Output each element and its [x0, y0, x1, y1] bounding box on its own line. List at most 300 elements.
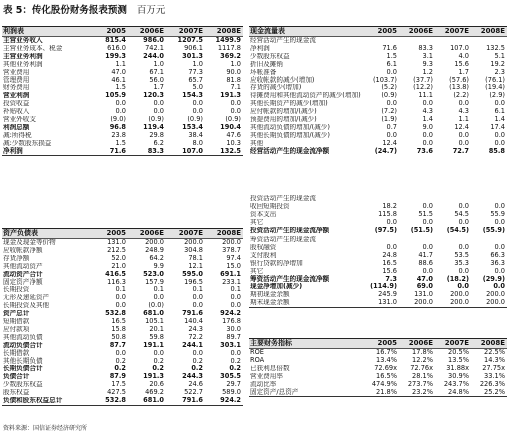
- table-row: [249, 195, 507, 203]
- value-cell: 71.6: [382, 44, 397, 53]
- value-cell: 5.0: [192, 84, 203, 92]
- value-cell: 200.0: [435, 299, 471, 307]
- row-label: 固定资产/总资产: [249, 388, 363, 396]
- value-cell: 681.0: [143, 310, 164, 318]
- value-cell: 56.0: [149, 76, 164, 84]
- source-note: 资料来源：国信证券经济研究所: [3, 425, 88, 432]
- value-cell: 0.0: [494, 131, 505, 139]
- value-cell: 131.0: [107, 238, 126, 247]
- value-cell: 0.0: [153, 100, 164, 108]
- table-row: [249, 53, 507, 61]
- value-cell: 15.8: [111, 325, 126, 333]
- value-cell: 0.0: [422, 100, 433, 108]
- value-cell: 13.4%: [376, 356, 397, 365]
- value-cell: 0.0: [386, 243, 397, 252]
- table-row: [2, 302, 243, 310]
- value-cell: 97.4: [226, 254, 241, 262]
- value-cell: 85.8: [488, 147, 505, 155]
- financing-cash-flow-table: [249, 236, 507, 308]
- row-label: ROE: [250, 348, 264, 357]
- value-cell: 78.1: [188, 254, 203, 262]
- value-cell: 303.1: [220, 341, 241, 349]
- table-row: [2, 92, 243, 100]
- year-header: 2005: [363, 339, 399, 349]
- value-cell: 0.0: [386, 131, 397, 139]
- value-cell: (0.9): [187, 115, 203, 124]
- year-header: 2007E: [166, 229, 205, 239]
- value-cell: 116.3: [107, 278, 126, 286]
- value-cell: 791.6: [166, 397, 205, 405]
- value-cell: 244.3: [182, 373, 203, 381]
- value-cell: 0.2: [191, 365, 203, 373]
- value-cell: 115.8: [378, 210, 397, 218]
- table-row: [2, 124, 243, 132]
- value-cell: 416.5: [105, 270, 126, 278]
- header-row: [249, 27, 507, 37]
- value-cell: 0.0: [115, 294, 126, 302]
- table-row: [249, 388, 507, 396]
- table-row: [2, 389, 243, 397]
- row-label: 流动负债合计: [3, 341, 43, 349]
- value-cell: (19.4): [485, 84, 505, 92]
- value-cell: 1.4: [422, 115, 433, 124]
- value-cell: (7.2): [381, 108, 397, 116]
- row-label: 流动资产合计: [3, 270, 43, 278]
- value-cell: (13.8): [449, 84, 469, 92]
- value-cell: 105.9: [105, 92, 126, 100]
- row-label: 少数股东权益: [3, 381, 43, 389]
- row-label: 支付股利: [250, 251, 277, 259]
- value-cell: 522.7: [184, 388, 203, 397]
- value-cell: 924.2: [205, 397, 243, 405]
- value-cell: 742.1: [145, 44, 164, 53]
- row-label: 主营业务成本、税金: [3, 44, 63, 53]
- value-cell: 16.7%: [376, 348, 397, 357]
- value-cell: (2.2): [453, 92, 469, 100]
- value-cell: [471, 195, 507, 203]
- row-label: 存货净额: [3, 254, 30, 262]
- value-cell: 67.1: [149, 68, 164, 76]
- value-cell: 9.0: [422, 123, 433, 131]
- table-row: [249, 124, 507, 132]
- value-cell: 31.88x: [446, 364, 469, 372]
- row-label: 负债和股东权益总计: [2, 397, 90, 405]
- table-row: [2, 76, 243, 84]
- row-label: 期初现金余额: [250, 291, 290, 299]
- value-cell: 200.0: [222, 238, 241, 247]
- row-label: 营业利润: [3, 92, 30, 100]
- value-cell: (57.6): [449, 76, 469, 84]
- value-cell: 9.3: [422, 60, 433, 68]
- table-row: [249, 365, 507, 373]
- value-cell: 69.0: [416, 283, 433, 291]
- value-cell: 90.0: [226, 68, 241, 76]
- table-row: [2, 349, 243, 357]
- section-header: 利润表: [2, 27, 90, 37]
- table-row: [249, 211, 507, 219]
- value-cell: 88.6: [418, 259, 433, 267]
- value-cell: 427.5: [107, 388, 126, 397]
- value-cell: 107.0: [450, 44, 469, 53]
- value-cell: 0.0: [458, 139, 469, 147]
- table-row: [2, 116, 243, 124]
- table-row: [2, 53, 243, 61]
- value-cell: 243.7%: [443, 380, 469, 388]
- value-cell: 199.3: [105, 52, 126, 60]
- value-cell: [363, 195, 399, 203]
- row-label: 投资活动产生的现金流: [250, 195, 316, 203]
- value-cell: 29.8: [149, 131, 164, 139]
- row-label: 资产总计: [3, 310, 30, 318]
- value-cell: (114.9): [370, 283, 397, 291]
- table-row: [2, 108, 243, 116]
- value-cell: 66.3: [490, 251, 505, 259]
- value-cell: 1.2: [422, 68, 433, 76]
- row-label: 坏帐准备: [250, 68, 277, 76]
- table-row: [249, 45, 507, 53]
- value-cell: 532.8: [90, 397, 128, 405]
- year-header: 2008E: [471, 339, 507, 349]
- row-label: 应付款项: [3, 325, 30, 333]
- value-cell: 23.8: [111, 131, 126, 139]
- value-cell: 1.1: [458, 115, 469, 124]
- value-cell: 0.0: [192, 108, 203, 116]
- value-cell: 12.1: [188, 262, 203, 270]
- value-cell: (0.9): [225, 115, 241, 124]
- value-cell: 1.5: [115, 139, 126, 147]
- value-cell: 190.4: [220, 123, 241, 131]
- value-cell: 212.5: [107, 246, 126, 255]
- value-cell: 38.4: [188, 131, 203, 139]
- value-cell: 0.0: [153, 294, 164, 302]
- row-label: 预提费用的增加/(减少): [250, 115, 317, 124]
- value-cell: 691.1: [220, 270, 241, 278]
- value-cell: 200.0: [450, 291, 469, 299]
- value-cell: 0.0: [493, 283, 505, 291]
- row-label: 主营业务收入: [3, 36, 43, 45]
- value-cell: 2.3: [494, 68, 505, 76]
- value-cell: 1.7: [153, 84, 164, 92]
- value-cell: 72.69x: [374, 364, 397, 372]
- value-cell: 30.9%: [448, 372, 469, 380]
- row-label: 筹资活动产生的现金流净额: [250, 275, 330, 283]
- value-cell: 1.5: [115, 84, 126, 92]
- row-label: 长期投资及其他: [3, 302, 50, 310]
- table-row: [2, 278, 243, 286]
- cash-flow-table: [249, 26, 507, 155]
- table-title: [3, 2, 165, 16]
- table-row: [249, 140, 507, 148]
- value-cell: 196.5: [184, 278, 203, 286]
- value-cell: 36.3: [490, 259, 505, 267]
- table-row: [2, 397, 243, 405]
- value-cell: (37.7): [413, 76, 433, 84]
- table-row: [249, 227, 507, 235]
- value-cell: 1.1: [115, 60, 126, 68]
- value-cell: 0.0: [494, 218, 505, 226]
- table-row: [2, 263, 243, 271]
- value-cell: 0.0: [458, 202, 469, 211]
- value-cell: 0.0: [192, 100, 203, 108]
- value-cell: 0.1: [153, 286, 164, 294]
- value-cell: 378.7: [222, 246, 241, 255]
- value-cell: 20.6: [149, 381, 164, 389]
- value-cell: 0.0: [458, 267, 469, 275]
- value-cell: 22.5%: [484, 348, 505, 357]
- value-cell: 72.76x: [410, 364, 433, 372]
- row-label: 净利润: [250, 44, 270, 53]
- year-header: 2006E: [399, 339, 435, 349]
- row-label: 应付帐款的增加/(减少): [250, 108, 317, 116]
- table-row: [249, 100, 507, 108]
- value-cell: 304.8: [184, 246, 203, 255]
- row-label: 其它: [250, 267, 264, 275]
- row-label: 其他流动资产: [3, 262, 43, 270]
- row-label: 待摊费用和其他流动资产的减少(增加): [250, 92, 361, 100]
- value-cell: 33.1%: [484, 372, 505, 380]
- value-cell: [471, 236, 507, 244]
- value-cell: 244.1: [182, 341, 203, 349]
- table-row: [249, 92, 507, 100]
- financial-ratios-table: [249, 338, 507, 397]
- value-cell: 28.1%: [412, 372, 433, 380]
- value-cell: 0.0: [230, 302, 241, 310]
- value-cell: 87.9: [109, 373, 126, 381]
- table-row: [2, 334, 243, 342]
- row-label: 长期投资: [3, 286, 30, 294]
- value-cell: 12.2%: [412, 356, 433, 365]
- table-row: [2, 132, 243, 140]
- table-row: [249, 244, 507, 252]
- value-cell: 0.0: [115, 349, 126, 357]
- table-row: [249, 381, 507, 389]
- row-label: 营业费用: [3, 68, 30, 76]
- value-cell: 0.0: [422, 131, 433, 139]
- value-cell: 532.8: [105, 310, 126, 318]
- table-row: [2, 381, 243, 389]
- income-statement-table: [2, 26, 243, 156]
- row-label: 减:少数股东损益: [3, 139, 52, 147]
- table-row: [2, 247, 243, 255]
- table-row: [249, 61, 507, 69]
- value-cell: 0.2: [115, 357, 126, 365]
- value-cell: 0.2: [229, 365, 241, 373]
- row-label: 资本支出: [250, 210, 277, 218]
- year-header: 2006E: [399, 27, 435, 37]
- value-cell: 132.5: [205, 147, 243, 155]
- value-cell: 140.4: [184, 317, 203, 326]
- value-cell: 0.0: [192, 302, 203, 310]
- value-cell: (51.5): [410, 226, 433, 234]
- table-row: [249, 116, 507, 124]
- value-cell: (54.5): [446, 226, 469, 234]
- row-label: 投资活动产生的现金流净额: [250, 226, 330, 234]
- value-cell: 3.1: [422, 52, 433, 60]
- value-cell: 132.5: [486, 44, 505, 53]
- table-row: [249, 373, 507, 381]
- value-cell: [399, 37, 435, 45]
- value-cell: 119.4: [143, 123, 164, 131]
- value-cell: 0.0: [386, 68, 397, 76]
- value-cell: (29.9): [482, 275, 505, 283]
- value-cell: 23.2%: [399, 388, 435, 396]
- value-cell: 595.0: [182, 270, 203, 278]
- value-cell: 17.8%: [412, 348, 433, 357]
- value-cell: 107.0: [166, 147, 205, 155]
- value-cell: 16.5: [111, 317, 126, 326]
- row-label: 收回短期投资: [250, 202, 290, 211]
- row-label: 已获利息倍数: [250, 364, 290, 372]
- table-row: [2, 147, 243, 155]
- value-cell: 1.0: [153, 60, 164, 68]
- value-cell: 0.0: [115, 100, 126, 108]
- value-cell: 244.0: [143, 52, 164, 60]
- balance-sheet-table: [2, 228, 243, 406]
- table-row: [249, 236, 507, 244]
- value-cell: 16.5: [382, 259, 397, 267]
- table-row: [249, 349, 507, 357]
- value-cell: (1.9): [381, 115, 397, 124]
- value-cell: 906.1: [184, 44, 203, 53]
- value-cell: 81.8: [226, 76, 241, 84]
- value-cell: 7.1: [230, 84, 241, 92]
- row-label: 流动比率: [250, 380, 277, 388]
- value-cell: 1.0: [230, 60, 241, 68]
- value-cell: 0.0: [153, 108, 164, 116]
- table-row: [249, 219, 507, 227]
- table-row: [2, 255, 243, 263]
- value-cell: 54.5: [454, 210, 469, 218]
- value-cell: 273.7%: [407, 380, 433, 388]
- year-header: 2005: [90, 229, 128, 239]
- row-label: 负债合计: [3, 373, 30, 381]
- value-cell: 0.0: [230, 100, 241, 108]
- table-row: [2, 140, 243, 148]
- value-cell: 0.0: [494, 139, 505, 147]
- value-cell: 245.9: [378, 291, 397, 299]
- value-cell: (103.7): [372, 76, 397, 84]
- table-row: [2, 365, 243, 373]
- value-cell: 369.2: [220, 52, 241, 60]
- value-cell: 0.2: [114, 365, 126, 373]
- value-cell: 10.3: [226, 139, 241, 147]
- value-cell: 20.5%: [448, 348, 469, 357]
- value-cell: 200.0: [486, 291, 505, 299]
- value-cell: 0.0: [422, 218, 433, 226]
- value-cell: 0.0: [494, 243, 505, 252]
- value-cell: 11.1: [418, 92, 433, 100]
- row-label: 其他业务利润: [3, 60, 43, 68]
- header-row: [249, 339, 507, 349]
- table-row: [2, 286, 243, 294]
- table-row: [2, 318, 243, 326]
- value-cell: 15.6: [454, 60, 469, 68]
- row-label: 管理费用: [3, 76, 30, 84]
- value-cell: 4.3: [458, 108, 469, 116]
- value-cell: 0.0: [458, 218, 469, 226]
- value-cell: 6.2: [153, 139, 164, 147]
- table-row: [2, 271, 243, 279]
- value-cell: 21.8%: [363, 388, 399, 396]
- value-cell: 96.8: [109, 123, 126, 131]
- value-cell: 0.0: [422, 139, 433, 147]
- value-cell: 15.0: [226, 262, 241, 270]
- value-cell: 21.0: [111, 262, 126, 270]
- value-cell: 53.5: [454, 251, 469, 259]
- value-cell: 24.3: [188, 325, 203, 333]
- value-cell: 153.4: [182, 123, 203, 131]
- value-cell: 305.5: [220, 373, 241, 381]
- value-cell: 1.4: [494, 115, 505, 124]
- value-cell: 30.0: [226, 325, 241, 333]
- value-cell: 8.0: [192, 139, 203, 147]
- value-cell: 154.3: [182, 92, 203, 100]
- value-cell: 73.6: [416, 147, 433, 155]
- value-cell: [363, 236, 399, 244]
- value-cell: 29.7: [226, 381, 241, 389]
- row-label: 短期借款: [3, 317, 30, 326]
- row-label: 股东权益: [3, 388, 30, 397]
- value-cell: 131.0: [414, 291, 433, 299]
- value-cell: (0.9): [381, 92, 397, 100]
- value-cell: [399, 195, 435, 203]
- value-cell: [399, 236, 435, 244]
- value-cell: 176.8: [222, 317, 241, 326]
- value-cell: 0.0: [422, 267, 433, 275]
- value-cell: 0.0: [153, 349, 164, 357]
- value-cell: 14.3%: [484, 356, 505, 365]
- row-label: 其他长期负债: [3, 357, 43, 365]
- section-header: 资产负债表: [2, 229, 90, 239]
- year-header: 2007E: [166, 27, 205, 37]
- table-row: [249, 69, 507, 77]
- value-cell: 791.6: [182, 310, 203, 318]
- value-cell: 27.75x: [482, 364, 505, 372]
- value-cell: 0.2: [192, 357, 203, 365]
- value-cell: 616.0: [107, 44, 126, 53]
- value-cell: 924.2: [220, 310, 241, 318]
- value-cell: (24.7): [374, 147, 397, 155]
- value-cell: (76.1): [485, 76, 505, 84]
- value-cell: 0.0: [230, 349, 241, 357]
- value-cell: 41.7: [418, 251, 433, 259]
- value-cell: 83.3: [418, 44, 433, 53]
- value-cell: 72.2: [188, 333, 203, 341]
- value-cell: (5.2): [381, 84, 397, 92]
- row-label: 折旧及摊销: [250, 60, 283, 68]
- value-cell: 200.0: [399, 299, 435, 307]
- table-row: [249, 84, 507, 92]
- value-cell: 105.1: [145, 317, 164, 326]
- row-label: 投资收益: [3, 100, 30, 108]
- value-cell: 986.0: [143, 36, 164, 45]
- table-row: [249, 252, 507, 260]
- value-cell: 1.7: [458, 68, 469, 76]
- value-cell: 0.2: [152, 365, 164, 373]
- table-row: [2, 357, 243, 365]
- row-label: 营业费用率: [250, 372, 283, 380]
- value-cell: 0.0: [494, 100, 505, 108]
- row-label: 应收帐款净额: [3, 246, 43, 255]
- value-cell: 72.7: [452, 147, 469, 155]
- value-cell: 1.5: [386, 52, 397, 60]
- value-cell: 65.7: [188, 76, 203, 84]
- value-cell: 47.0: [416, 275, 433, 283]
- year-header: 2006E: [128, 27, 166, 37]
- value-cell: 20.1: [149, 325, 164, 333]
- value-cell: 17.5: [111, 381, 126, 389]
- value-cell: 87.7: [109, 341, 126, 349]
